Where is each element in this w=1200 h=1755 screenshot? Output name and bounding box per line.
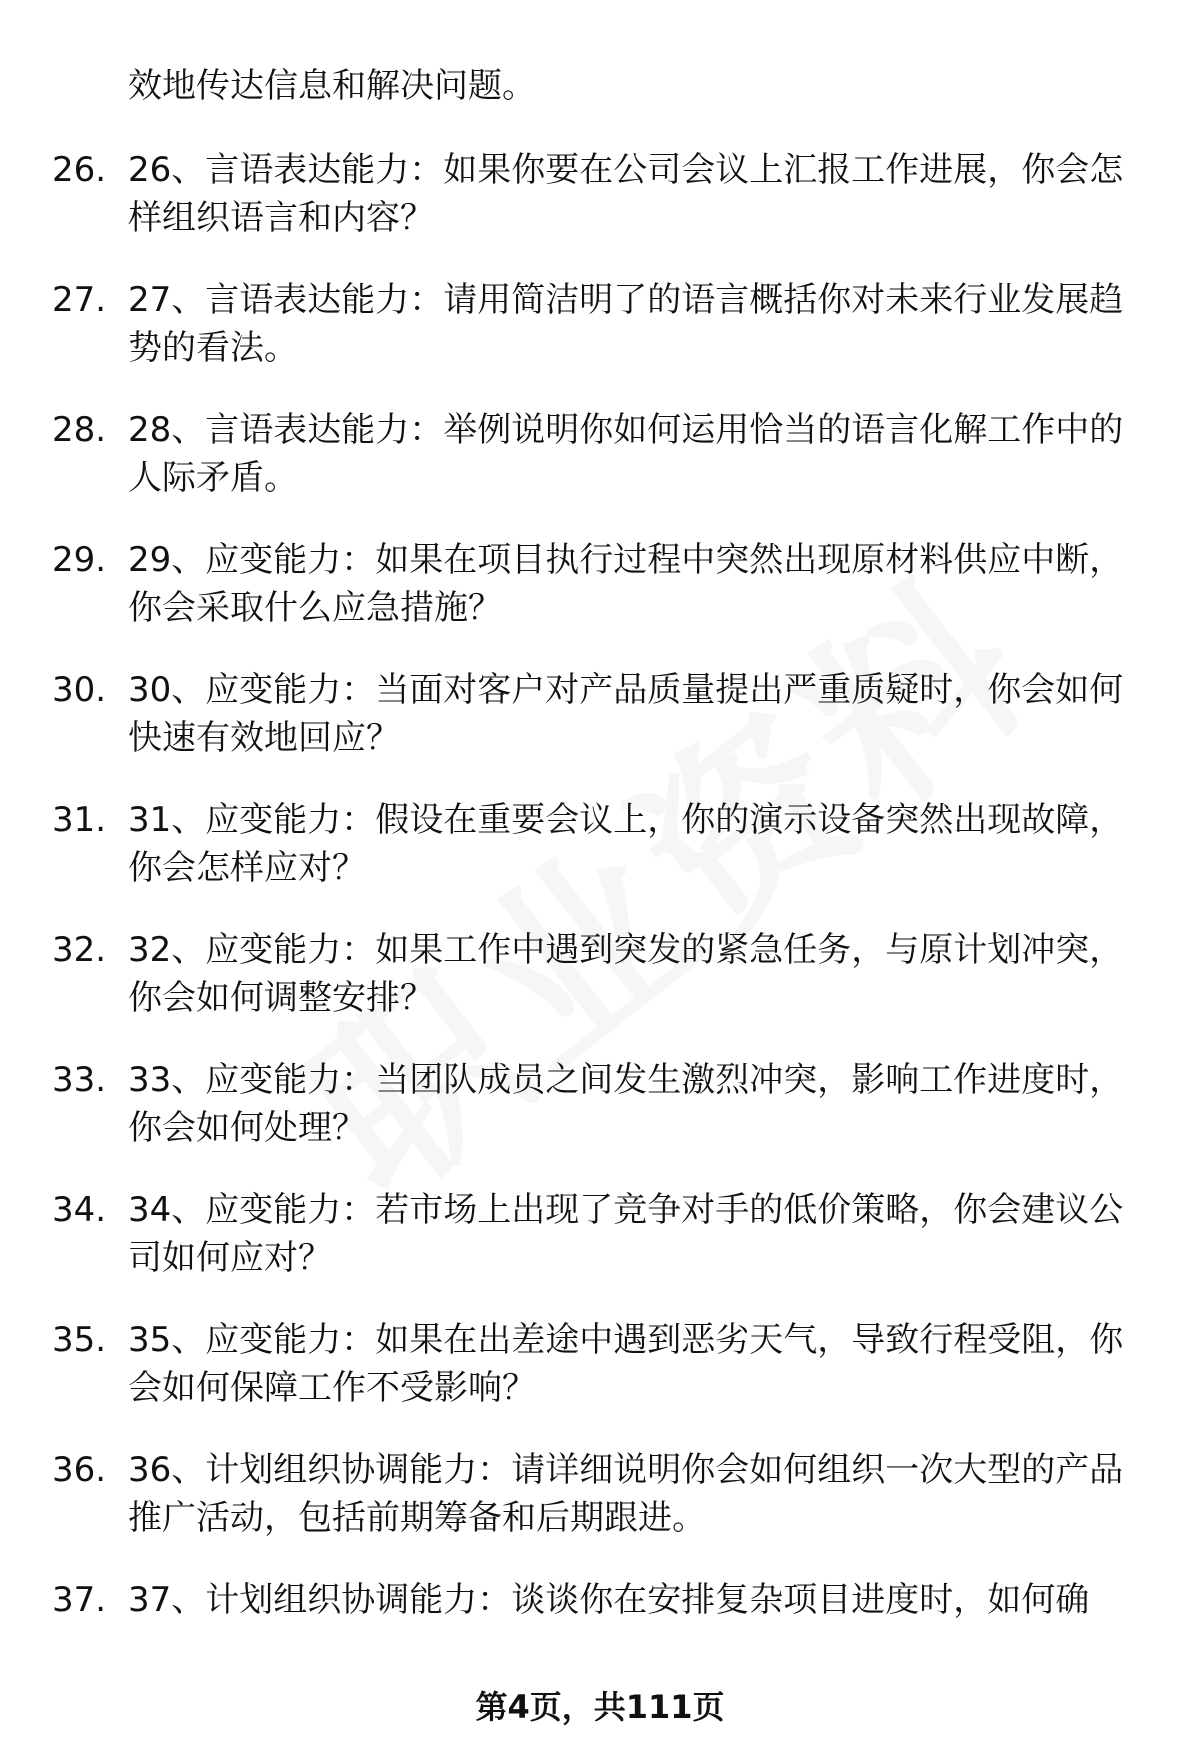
question-number: 26. — [52, 150, 107, 190]
question-number: 35. — [52, 1320, 107, 1360]
question-item — [0, 1446, 1200, 1576]
question-text: 33、应变能力：当团队成员之间发生激烈冲突，影响工作进度时，你会如何处理？ — [128, 1060, 1124, 1148]
question-number: 33. — [52, 1060, 107, 1100]
question-item — [0, 1186, 1200, 1316]
question-number: 34. — [52, 1190, 107, 1230]
question-item — [0, 1056, 1200, 1186]
question-number: 37. — [52, 1580, 107, 1620]
question-item — [0, 146, 1200, 276]
page-footer: 第4页，共111页 — [475, 1688, 725, 1726]
question-list — [0, 146, 1200, 1706]
question-item — [0, 276, 1200, 406]
question-text: 28、言语表达能力：举例说明你如何运用恰当的语言化解工作中的人际矛盾。 — [128, 410, 1124, 498]
question-item — [0, 796, 1200, 926]
question-text: 30、应变能力：当面对客户对产品质量提出严重质疑时，你会如何快速有效地回应？ — [128, 670, 1124, 758]
question-number: 32. — [52, 930, 107, 970]
question-item — [0, 926, 1200, 1056]
question-number: 29. — [52, 540, 107, 580]
question-text: 35、应变能力：如果在出差途中遇到恶劣天气，导致行程受阻，你会如何保障工作不受影响？ — [128, 1320, 1124, 1408]
question-item — [0, 666, 1200, 796]
question-number: 36. — [52, 1450, 107, 1490]
question-text: 27、言语表达能力：请用简洁明了的语言概括你对未来行业发展趋势的看法。 — [128, 280, 1124, 368]
continuation-text: 效地传达信息和解决问题。 — [128, 66, 536, 106]
question-number: 28. — [52, 410, 107, 450]
question-item — [0, 406, 1200, 536]
question-text: 29、应变能力：如果在项目执行过程中突然出现原材料供应中断，你会采取什么应急措施？ — [128, 540, 1124, 628]
question-text: 32、应变能力：如果工作中遇到突发的紧急任务，与原计划冲突，你会如何调整安排？ — [128, 930, 1124, 1018]
question-text: 36、计划组织协调能力：请详细说明你会如何组织一次大型的产品推广活动，包括前期筹备和后期跟进。 — [128, 1450, 1124, 1538]
question-item — [0, 536, 1200, 666]
question-number: 31. — [52, 800, 107, 840]
question-text: 37、计划组织协调能力：谈谈你在安排复杂项目进度时，如何确 — [128, 1580, 1090, 1620]
question-text: 31、应变能力：假设在重要会议上，你的演示设备突然出现故障，你会怎样应对？ — [128, 800, 1124, 888]
question-text: 26、言语表达能力：如果你要在公司会议上汇报工作进展，你会怎样组织语言和内容？ — [128, 150, 1124, 238]
question-number: 27. — [52, 280, 107, 320]
question-text: 34、应变能力：若市场上出现了竞争对手的低价策略，你会建议公司如何应对？ — [128, 1190, 1124, 1278]
question-item — [0, 1316, 1200, 1446]
question-number: 30. — [52, 670, 107, 710]
